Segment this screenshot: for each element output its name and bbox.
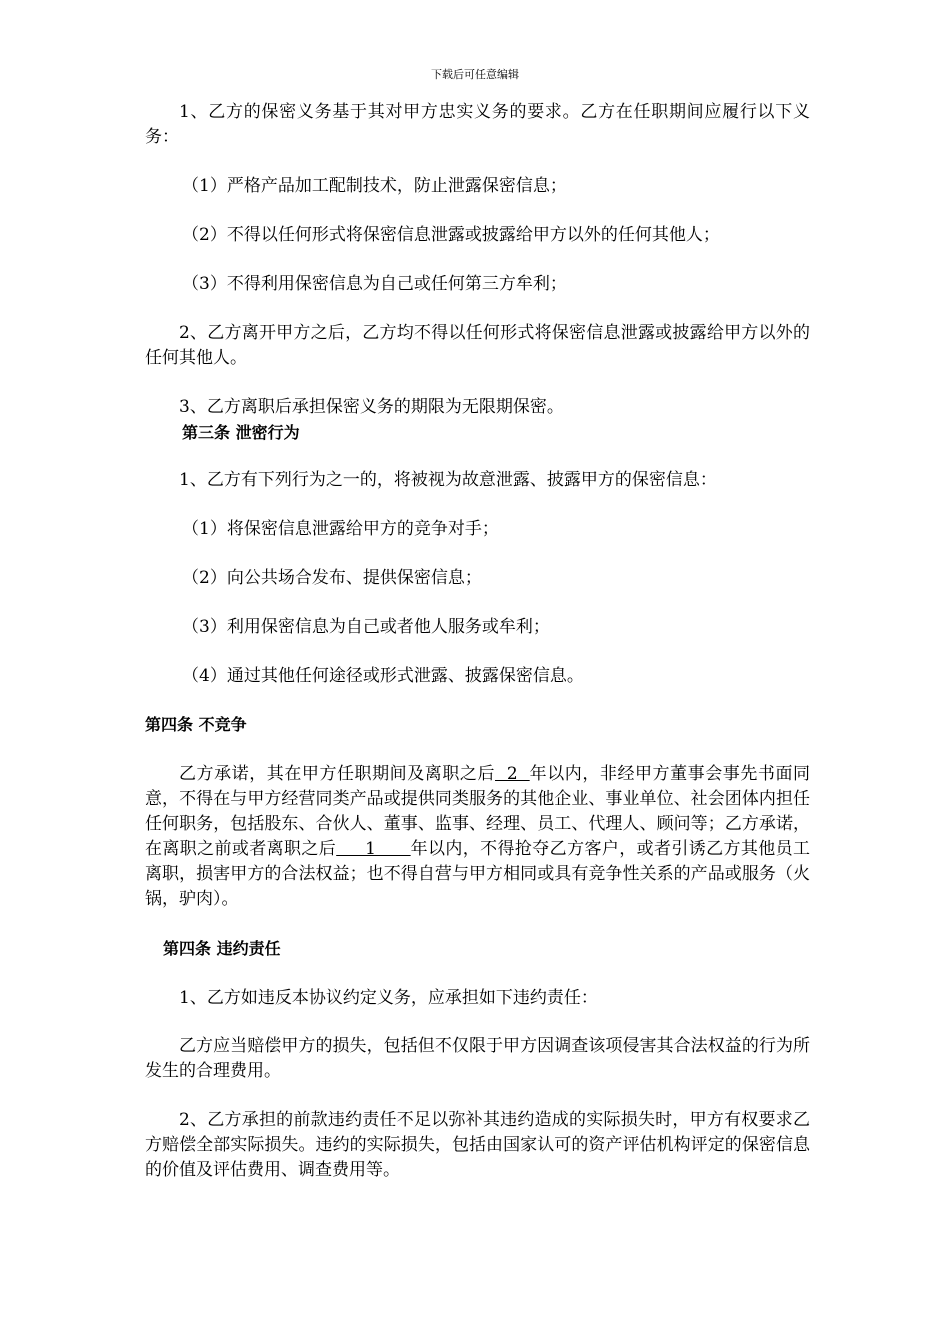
list-item: （2）向公共场合发布、提供保密信息； bbox=[182, 568, 482, 588]
years-blank-1: 2 bbox=[495, 764, 530, 784]
non-compete-paragraph bbox=[145, 762, 810, 912]
liability-intro: 1、乙方如违反本协议约定义务，应承担如下违约责任： bbox=[179, 988, 598, 1008]
additional-damages-clause: 2、乙方承担的前款违约责任不足以弥补其违约造成的实际损失时，甲方有权要求乙方赔偿全部实际损失。违约的实际损失，包括由国家认可的资产评估机构评定的保密信息的价值及评估费用、调查费用等。 bbox=[145, 1110, 810, 1180]
list-item: （2）不得以任何形式将保密信息泄露或披露给甲方以外的任何其他人； bbox=[182, 225, 720, 245]
leak-behavior-intro: 1、乙方有下列行为之一的，将被视为故意泄露、披露甲方的保密信息： bbox=[179, 470, 717, 490]
non-compete-text-a: 乙方承诺，其在甲方任职期间及离职之后 bbox=[179, 764, 496, 784]
list-item: （4）通过其他任何途径或形式泄露、披露保密信息。 bbox=[182, 666, 584, 686]
section-heading-leak-behavior: 第三条 泄密行为 bbox=[182, 423, 300, 442]
list-item: （3）利用保密信息为自己或者他人服务或牟利； bbox=[182, 617, 550, 637]
non-compete-text-b: 年以内，非经甲方董事会事先书面同意，不得在与甲方经营同类产品或提供同类服务的其他企业、事业单位、社会团体内担任任何职务，包括股东、合伙人、董事、监事、经理、员工、代理人、顾问等；乙方承诺，在离职之前或者离职之后 bbox=[145, 764, 811, 859]
section-heading-liability: 第四条 违约责任 bbox=[163, 939, 281, 958]
years-blank-2: 1 bbox=[336, 839, 411, 859]
list-item: （3）不得利用保密信息为自己或任何第三方牟利； bbox=[182, 274, 567, 294]
list-item: （1）将保密信息泄露给甲方的竞争对手； bbox=[182, 519, 499, 539]
non-compete-text-c: 年以内，不得抢夺乙方客户，或者引诱乙方其他员工离职，损害甲方的合法权益；也不得自营与甲方相同或具有竞争性关系的产品或服务（火锅，驴肉）。 bbox=[145, 839, 811, 909]
section-heading-non-compete: 第四条 不竞争 bbox=[145, 715, 247, 734]
list-item: （1）严格产品加工配制技术，防止泄露保密信息； bbox=[182, 176, 567, 196]
post-departure-clause: 2、乙方离开甲方之后，乙方均不得以任何形式将保密信息泄露或披露给甲方以外的任何其他人。 bbox=[145, 323, 810, 368]
obligation-intro: 1、乙方的保密义务基于其对甲方忠实义务的要求。乙方在任职期间应履行以下义务： bbox=[145, 102, 810, 147]
page-header-note: 下载后可任意编辑 bbox=[431, 68, 519, 81]
compensation-clause: 乙方应当赔偿甲方的损失，包括但不仅限于甲方因调查该项侵害其合法权益的行为所发生的合理费用。 bbox=[145, 1036, 810, 1081]
confidentiality-term-clause: 3、乙方离职后承担保密义务的期限为无限期保密。 bbox=[179, 397, 564, 417]
